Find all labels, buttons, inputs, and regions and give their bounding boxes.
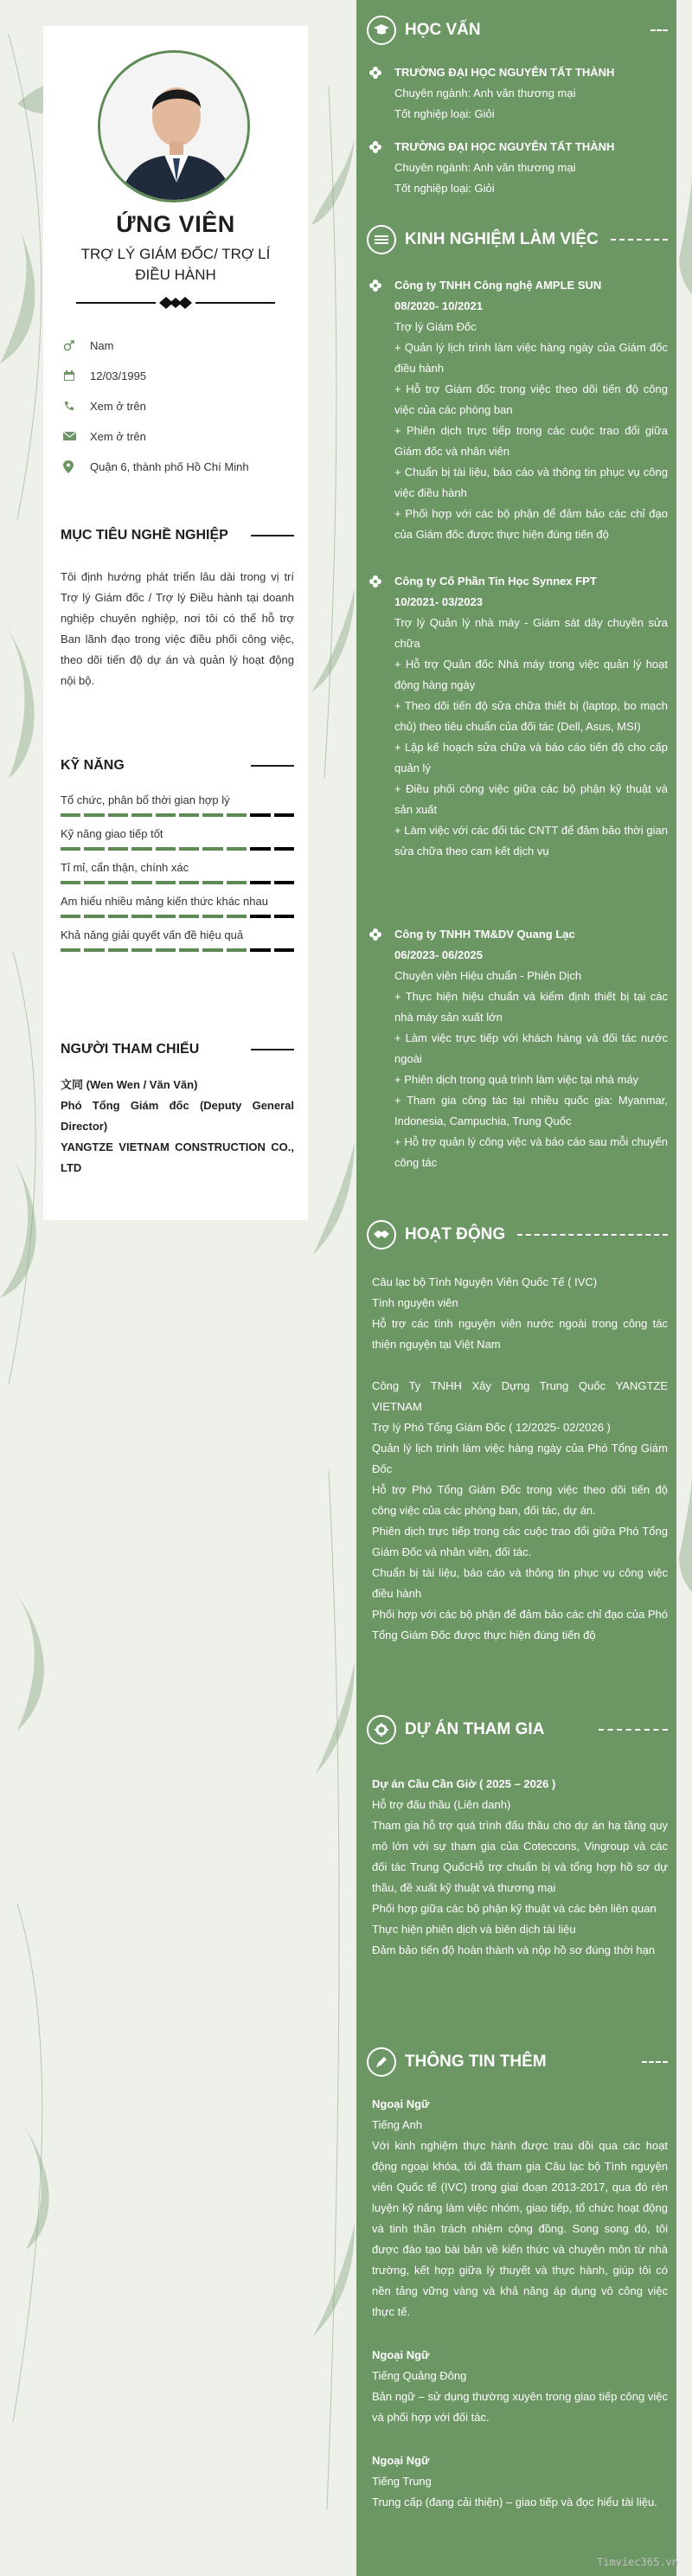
skill-meter-segment xyxy=(179,813,199,817)
reference-company: YANGTZE VIETNAM CONSTRUCTION CO., LTD xyxy=(61,1140,294,1174)
education-item xyxy=(368,62,668,125)
duty-line: + Điều phối công việc giữa các bộ phận kỹ thuật và sản xuất xyxy=(394,782,668,816)
additional-info-heading: THÔNG TIN THÊM xyxy=(367,2047,668,2077)
skill-meter-segment xyxy=(61,881,80,884)
skill-meter-segment xyxy=(227,915,247,918)
skill-meter-segment xyxy=(227,948,247,952)
projects-heading: DỰ ÁN THAM GIA xyxy=(367,1715,668,1744)
skill-meter xyxy=(61,948,294,952)
flower-bullet-icon xyxy=(368,66,382,87)
skill-item xyxy=(61,892,294,918)
duty-line: + Phối hợp với các bộ phận để đảm bảo các chỉ đạo của Giám đốc được thực hiện đúng tiến độ xyxy=(394,507,668,541)
skill-meter-segment xyxy=(156,847,176,851)
skill-meter-segment xyxy=(108,948,128,952)
phone-icon xyxy=(61,400,90,412)
activity-group: Câu lạc bộ Tình Nguyện Viên Quốc Tế ( IVC) Tình nguyện viên Hỗ trợ các tình nguyện viên nước ngoài trong công tác thiện nguyện tại Việt Nam xyxy=(372,1275,668,1351)
major: Chuyên ngành: Anh văn thương mại xyxy=(394,87,576,100)
flower-bullet-icon xyxy=(368,140,382,161)
work-period: 10/2021- 03/2023 xyxy=(394,595,483,608)
contact-birthday: 12/03/1995 xyxy=(61,366,294,385)
skill-meter-segment xyxy=(202,948,222,952)
skill-meter-segment xyxy=(108,847,128,851)
duty-line: + Tham gia công tác tại nhiều quốc gia: Myanmar, Indonesia, Campuchia, Trung Quốc xyxy=(394,1094,668,1127)
project-title: Dự án Cầu Cần Giờ ( 2025 – 2026 ) xyxy=(372,1777,556,1790)
skill-meter xyxy=(61,881,294,884)
avatar-portrait xyxy=(100,53,250,202)
skill-meter xyxy=(61,847,294,851)
company-name: Công ty TNHH Công nghệ AMPLE SUN xyxy=(394,279,602,292)
experience-item xyxy=(368,571,668,862)
skill-meter-segment xyxy=(108,881,128,884)
grade: Tốt nghiệp loại: Giỏi xyxy=(394,107,495,120)
skill-meter-segment xyxy=(179,847,199,851)
skill-meter-segment xyxy=(156,813,176,817)
candidate-name: ỨNG VIÊN xyxy=(116,211,235,237)
contact-email: Xem ở trên xyxy=(61,427,294,446)
work-period: 06/2023- 06/2025 xyxy=(394,948,483,961)
duty-line: + Hỗ trợ Giám đốc trong việc theo dõi tiến độ công việc của các phòng ban xyxy=(394,382,668,416)
education-heading: HỌC VẤN xyxy=(367,16,668,45)
project-item: Dự án Cầu Cần Giờ ( 2025 – 2026 ) Hỗ trợ đấu thầu (Liên danh) Tham gia hỗ trợ quá trình đấu thầu cho dự án hạ tầng quy mô lớn với sự tham gia của Coteccons, Vingroup và các đối tác Trung QuốcHỗ trợ chuẩn bị và tổng hợp hồ sơ dự thầu, đề xuất kỹ thuật và thương mại Phối hợp giữa các bộ phận kỹ thuật và các bên liên quan Thực hiện phiên dịch và biên dịch tài liệu Đảm bảo tiến độ hoàn thành và nộp hồ sơ đúng thời hạn xyxy=(372,1774,668,1961)
duty-line: + Làm việc trực tiếp với khách hàng và đối tác nước ngoài xyxy=(394,1031,668,1065)
skill-meter-segment xyxy=(274,948,294,952)
skill-meter-segment xyxy=(84,948,104,952)
education-item xyxy=(368,137,668,199)
skill-meter-segment xyxy=(156,881,176,884)
job-role: Trợ lý Quản lý nhà máy - Giám sát dây chuyền sửa chữa xyxy=(394,616,668,650)
objective-text: Tôi định hướng phát triển lâu dài trong vị trí Trợ lý Giám đốc / Trợ lý Điều hành tại doanh nghiệp chuyên nghiệp, nơi tôi có thể hỗ trợ Ban lãnh đạo trong việc điều phối công việc, theo dõi tiến độ dự án và quản lý hoạt động nội bộ. xyxy=(61,570,294,687)
experience-heading: KINH NGHIỆM LÀM VIỆC xyxy=(367,225,668,254)
skill-meter-segment xyxy=(250,881,270,884)
location-icon xyxy=(61,460,90,473)
skill-meter-segment xyxy=(61,813,80,817)
skill-meter-segment xyxy=(202,915,222,918)
references-heading: NGƯỜI THAM CHIẾU xyxy=(61,1042,294,1057)
pen-icon xyxy=(367,2047,396,2077)
skill-meter-segment xyxy=(274,847,294,851)
skill-meter-segment xyxy=(250,948,270,952)
skill-label: Kỹ năng giao tiếp tốt xyxy=(61,827,163,840)
skill-item xyxy=(61,825,294,851)
skill-meter-segment xyxy=(227,813,247,817)
skill-label: Am hiểu nhiều mảng kiến thức khác nhau xyxy=(61,895,268,908)
company-name: Công ty Cổ Phần Tin Học Synnex FPT xyxy=(394,575,597,588)
duty-line: + Phiên dịch trực tiếp trong các cuộc trao đổi giữa Giám đốc và nhân viên xyxy=(394,424,668,458)
gender-icon xyxy=(61,339,90,351)
graduation-cap-icon xyxy=(367,16,396,45)
language-item: Ngoại Ngữ Tiếng Anh Với kinh nghiệm thực hành được trau dồi qua các hoạt động ngoại khóa, tôi đã tham gia Câu lạc bộ Tình nguyện viên Quốc tế (IVC) trong giai đoạn 2013-2017, qua đó rèn luyện kỹ năng làm việc nhóm, giao tiếp, tổ chức hoạt động và tinh thần trách nhiệm cộng đồng. Song song đó, tôi được đào tạo bài bản về kiến thức và chuyên môn từ nhà trường, kết hợp giữa lý thuyết và thực hành, giúp tôi có nền tảng vững vàng và khả năng áp dụng vô công việc thực tế. xyxy=(372,2097,668,2318)
grade: Tốt nghiệp loại: Giỏi xyxy=(394,182,495,195)
skill-meter-segment xyxy=(250,915,270,918)
contact-address: Quận 6, thành phố Hồ Chí Minh xyxy=(61,457,294,476)
skill-meter-segment xyxy=(84,813,104,817)
skill-meter-segment xyxy=(202,847,222,851)
flower-bullet-icon xyxy=(368,279,382,299)
job-title: TRỢ LÝ GIÁM ĐỐC/ TRỢ LÍ ĐIỀU HÀNH xyxy=(80,246,271,283)
references xyxy=(61,1075,294,1179)
duty-line: + Thực hiện hiệu chuẩn và kiểm định thiết bị tại các nhà máy sản xuất lớn xyxy=(394,990,668,1024)
skill-meter-segment xyxy=(131,915,151,918)
skill-meter-segment xyxy=(227,881,247,884)
skill-meter-segment xyxy=(84,915,104,918)
reference-name: 文同 (Wen Wen / Văn Văn) xyxy=(61,1078,198,1091)
skill-meter-segment xyxy=(179,881,199,884)
skill-item xyxy=(61,858,294,884)
duty-line: + Theo dõi tiến độ sửa chữa thiết bị (laptop, bo mạch chủ) theo tiêu chuẩn của đối tác (Dell, Asus, MSI) xyxy=(394,699,668,733)
skill-meter-segment xyxy=(108,915,128,918)
skill-label: Tỉ mỉ, cẩn thận, chính xác xyxy=(61,861,189,874)
skill-meter-segment xyxy=(202,813,222,817)
skill-meter xyxy=(61,813,294,817)
duty-line: + Hỗ trợ quản lý công việc và báo cáo sau mỗi chuyến công tác xyxy=(394,1135,668,1169)
duty-line: + Hỗ trợ Quản đốc Nhà máy trong việc quản lý hoạt động hàng ngày xyxy=(394,658,668,691)
experience-item xyxy=(368,924,668,1173)
gear-icon xyxy=(367,1715,396,1744)
job-role: Chuyên viên Hiệu chuẩn - Phiên Dịch xyxy=(394,969,582,982)
skill-meter-segment xyxy=(179,948,199,952)
duty-line: + Chuẩn bị tài liệu, báo cáo và thông tin phục vụ công việc điều hành xyxy=(394,466,668,499)
contact-list xyxy=(61,336,294,487)
school-name: TRƯỜNG ĐẠI HỌC NGUYỄN TẤT THÀNH xyxy=(394,140,615,153)
job-role: Trợ lý Giám Đốc xyxy=(394,320,477,333)
reference-position: Phó Tổng Giám đốc (Deputy General Director) xyxy=(61,1099,294,1133)
skill-meter-segment xyxy=(108,813,128,817)
skill-meter-segment xyxy=(179,915,199,918)
objective-heading: MỤC TIÊU NGHỀ NGHIỆP xyxy=(61,528,294,543)
skill-item xyxy=(61,791,294,817)
skill-meter-segment xyxy=(131,948,151,952)
skill-item xyxy=(61,926,294,952)
skill-meter-segment xyxy=(131,813,151,817)
watermark: Timviec365.vn xyxy=(597,2556,678,2568)
work-period: 08/2020- 10/2021 xyxy=(394,299,483,312)
skill-meter-segment xyxy=(250,813,270,817)
skill-meter-segment xyxy=(227,847,247,851)
email-icon xyxy=(61,431,90,441)
skill-meter-segment xyxy=(274,881,294,884)
briefcase-stack-icon xyxy=(367,225,396,254)
skill-meter-segment xyxy=(156,948,176,952)
skill-meter-segment xyxy=(84,881,104,884)
calendar-icon xyxy=(61,369,90,382)
skills-heading: KỸ NĂNG xyxy=(61,758,294,774)
skill-meter-segment xyxy=(131,881,151,884)
skill-meter-segment xyxy=(250,847,270,851)
duty-line: + Lập kế hoạch sửa chữa và báo cáo tiến độ cho cấp quản lý xyxy=(394,741,668,774)
duty-line: + Quản lý lịch trình làm việc hàng ngày của Giám đốc điều hành xyxy=(394,341,668,375)
language-item: Ngoại Ngữ Tiếng Quảng Đông Bản ngữ – sử dụng thường xuyên trong giao tiếp công việc và phối hợp với đối tác. xyxy=(372,2348,668,2424)
company-name: Công ty TNHH TM&DV Quang Lạc xyxy=(394,928,575,941)
avatar xyxy=(98,50,250,202)
skill-meter-segment xyxy=(61,915,80,918)
skill-label: Tổ chức, phân bổ thời gian hợp lý xyxy=(61,793,230,806)
contact-gender: Nam xyxy=(61,336,294,355)
activity-group: Công Ty TNHH Xây Dựng Trung Quốc YANGTZE VIETNAM Trợ lý Phó Tổng Giám Đốc ( 12/2025- 02/2026 ) Quản lý lịch trình làm việc hàng ngày của Phó Tổng Giám Đốc Hỗ trợ Phó Tổng Giám Đốc trong việc theo dõi tiến độ công việc của các phòng ban, đối tác, dự án. Phiên dịch trực tiếp trong các cuộc trao đổi giữa Phó Tổng Giám Đốc và nhân viên, đối tác. Chuẩn bị tài liệu, báo cáo và thông tin phục vụ công việc điều hành Phối hợp với các bộ phận để đảm bảo các chỉ đạo của Phó Tổng Giám Đốc được thực hiện đúng tiến độ xyxy=(372,1379,668,1641)
skill-meter-segment xyxy=(61,847,80,851)
activities-heading: HOẠT ĐỘNG xyxy=(367,1220,668,1249)
flower-bullet-icon xyxy=(368,575,382,595)
skill-meter-segment xyxy=(84,847,104,851)
skill-meter-segment xyxy=(274,915,294,918)
skills-list xyxy=(61,791,294,960)
major: Chuyên ngành: Anh văn thương mại xyxy=(394,161,576,174)
skill-meter-segment xyxy=(61,948,80,952)
skill-meter-segment xyxy=(131,847,151,851)
skill-meter-segment xyxy=(274,813,294,817)
skill-meter-segment xyxy=(202,881,222,884)
skill-label: Khả năng giải quyết vấn đề hiệu quả xyxy=(61,928,244,941)
ornament-divider xyxy=(76,296,275,310)
skill-meter-segment xyxy=(156,915,176,918)
experience-item xyxy=(368,275,668,545)
left-column xyxy=(43,26,308,1220)
handshake-icon xyxy=(367,1220,396,1249)
duty-line: + Phiên dịch trong quá trình làm việc tại nhà máy xyxy=(394,1073,639,1086)
flower-bullet-icon xyxy=(368,928,382,948)
skill-meter xyxy=(61,915,294,918)
school-name: TRƯỜNG ĐẠI HỌC NGUYỄN TẤT THÀNH xyxy=(394,66,615,79)
contact-phone: Xem ở trên xyxy=(61,396,294,415)
right-column xyxy=(356,0,676,2576)
language-item: Ngoại Ngữ Tiếng Trung Trung cấp (đang cải thiện) – giao tiếp và đọc hiểu tài liệu. xyxy=(372,2454,657,2509)
duty-line: + Làm việc với các đối tác CNTT để đảm bảo thời gian sửa chữa theo cam kết dịch vụ xyxy=(394,824,668,858)
